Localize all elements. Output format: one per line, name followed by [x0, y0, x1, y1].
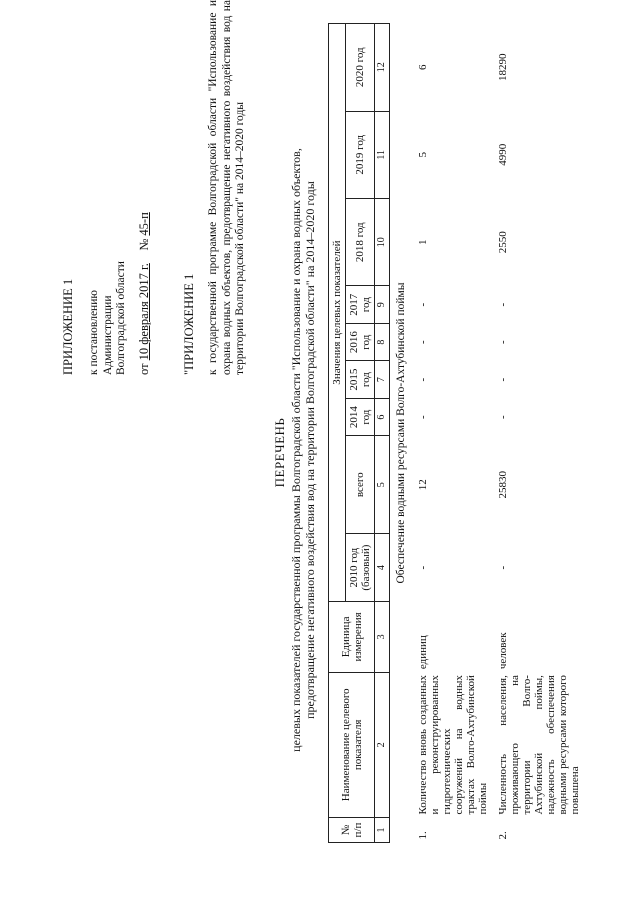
column-number: 10: [375, 198, 390, 285]
number-sign: №: [137, 238, 151, 251]
table-row: [491, 24, 583, 843]
header-year: 2017 год: [346, 286, 375, 323]
column-number: 6: [375, 398, 390, 435]
inner-appendix-description: к государственной программе Волгоградской области "Использование и охрана водных объектов, предотвращение негативного воздействия вод на территории Волгоградской области" на 2014–2020 годы: [207, 0, 246, 375]
header-year: 2014 год: [346, 398, 375, 435]
column-number: 4: [375, 534, 390, 602]
indicators-table: [328, 23, 583, 843]
resolution-date: 10 февраля 2017 г.: [137, 263, 151, 361]
header-num: № п/п: [329, 818, 375, 843]
column-number: 8: [375, 323, 390, 360]
header-year: 2019 год: [346, 111, 375, 198]
row-year-value: -: [497, 340, 509, 344]
row-base: -: [417, 565, 429, 570]
section-row: [390, 24, 412, 843]
resolution-line: к постановлению: [88, 290, 100, 375]
row-year-value: -: [417, 340, 429, 344]
document-title: ПЕРЕЧЕНЬ: [272, 417, 287, 488]
column-number: 12: [375, 24, 390, 112]
inner-appendix-title: [183, 15, 197, 375]
column-number: 3: [375, 602, 390, 672]
row-unit: человек: [497, 632, 509, 670]
appendix-title-text: ПРИЛОЖЕНИЕ 1: [61, 278, 75, 375]
resolution-number: 45-п: [137, 212, 151, 236]
header-total: всего: [346, 436, 375, 534]
resolution-line: Волгоградской области: [115, 261, 127, 375]
row-year-value: 6: [417, 64, 429, 71]
row-total: 25830: [497, 470, 509, 499]
row-year-value: -: [497, 377, 509, 382]
header-year: 2016 год: [346, 323, 375, 360]
header-year: 2020 год: [346, 24, 375, 112]
row-num: 2.: [497, 831, 509, 840]
row-year-value: 2550: [497, 231, 509, 254]
resolution-line: Администрации: [101, 295, 114, 375]
resolution-date-line: [138, 15, 152, 375]
row-year-value: 5: [417, 152, 429, 158]
resolution-reference: [88, 15, 129, 375]
inner-appendix-text: "ПРИЛОЖЕНИЕ 1: [182, 273, 196, 375]
column-number: 1: [375, 818, 390, 843]
column-number: 2: [375, 672, 390, 817]
row-base: -: [497, 565, 509, 570]
row-name: Численность населения, проживающего на территории Волго-Ахтубинской поймы, надежность обеспечения водными ресурсами которого повышена: [497, 675, 581, 815]
column-number: 5: [375, 436, 390, 534]
section-title: Обеспечение водными ресурсами Волго-Ахтубинской поймы: [395, 282, 407, 584]
row-year-value: -: [497, 302, 509, 307]
column-number: 11: [375, 111, 390, 198]
column-number: 7: [375, 361, 390, 398]
column-number: 9: [375, 286, 390, 323]
appendix-title: [62, 15, 76, 375]
row-year-value: 18290: [497, 53, 509, 82]
row-name: Количество вновь созданных и реконструированных гидротехнических сооружений на водных трактах Волго-Ахтубинской поймы: [417, 675, 489, 815]
header-name: Наименование целевого показателя: [329, 672, 375, 817]
row-total: 12: [417, 479, 429, 491]
row-year-value: 4990: [497, 143, 509, 166]
table-row: [411, 24, 491, 843]
row-unit: единиц: [417, 635, 429, 670]
row-year-value: -: [417, 415, 429, 419]
row-num: 1.: [417, 831, 429, 840]
document-subtitle: целевых показателей государственной программы Волгоградской области "Использование и охрана водных объектов, предотвращение негативного воздействия вод на территории Волгоградской области" на 2014–2020 годы: [289, 148, 317, 752]
date-prefix: от: [137, 363, 151, 375]
row-year-value: 1: [417, 239, 429, 245]
header-year: 2015 год: [346, 361, 375, 398]
row-year-value: -: [417, 302, 429, 307]
row-year-value: -: [417, 377, 429, 382]
header-base-year: 2010 год (базовый): [346, 534, 375, 602]
header-year: 2018 год: [346, 198, 375, 285]
header-unit: Единица измерения: [329, 602, 375, 672]
header-values-group: Значения целевых показателей: [329, 24, 346, 602]
row-year-value: -: [497, 415, 509, 419]
